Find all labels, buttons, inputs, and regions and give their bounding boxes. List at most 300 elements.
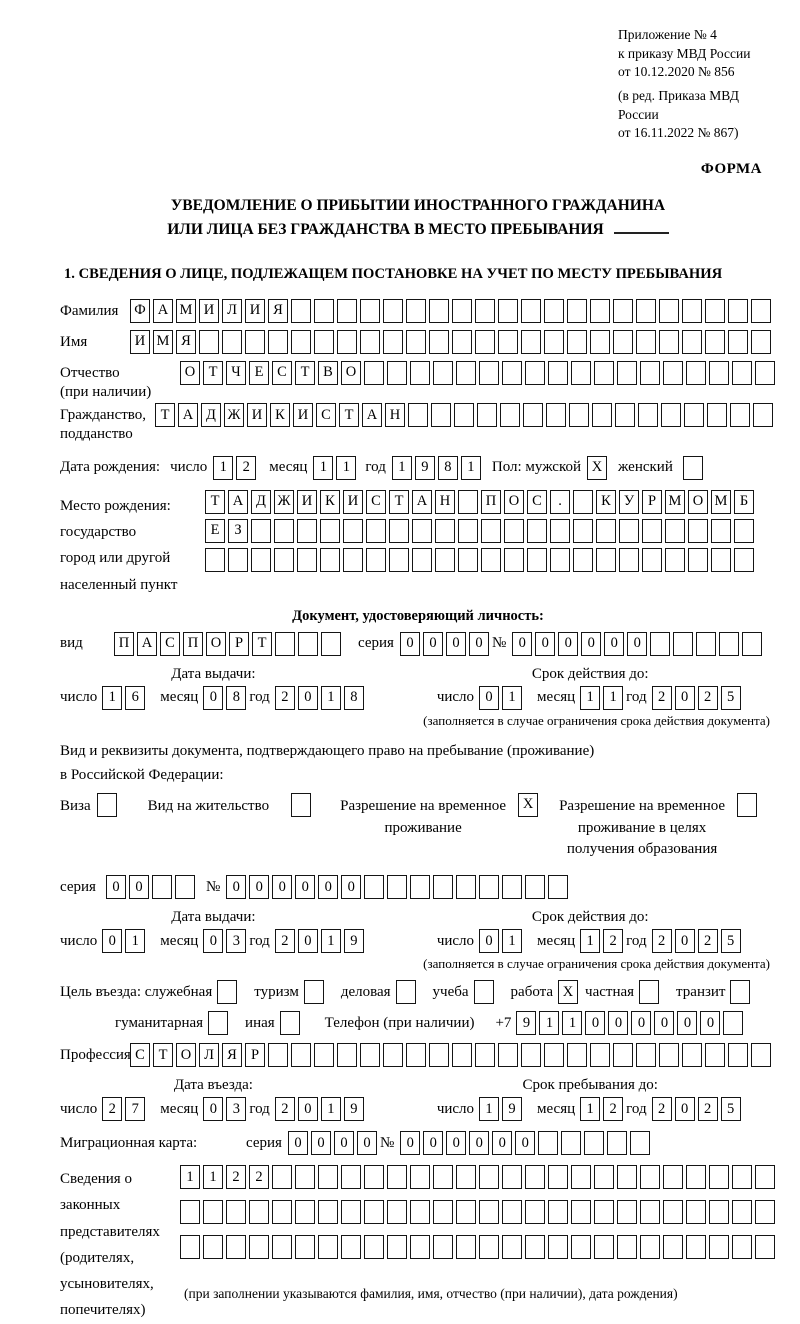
char-box[interactable]: 0 [604, 632, 624, 656]
char-box[interactable]: Т [389, 490, 409, 514]
char-box[interactable] [275, 632, 295, 656]
char-box[interactable] [297, 519, 317, 543]
char-box[interactable]: И [130, 330, 150, 354]
char-box[interactable]: 0 [298, 929, 318, 953]
char-box[interactable]: 0 [585, 1011, 605, 1035]
char-box[interactable]: С [366, 490, 386, 514]
char-box[interactable] [343, 519, 363, 543]
char-box[interactable] [567, 1043, 587, 1067]
char-box[interactable] [730, 980, 750, 1004]
char-box[interactable]: 0 [675, 929, 695, 953]
char-box[interactable]: 1 [125, 929, 145, 953]
char-box[interactable]: 5 [721, 929, 741, 953]
char-box[interactable] [728, 330, 748, 354]
char-box[interactable] [433, 1235, 453, 1259]
char-box[interactable]: 8 [226, 686, 246, 710]
char-box[interactable] [337, 330, 357, 354]
char-box[interactable]: 1 [502, 929, 522, 953]
char-box[interactable] [498, 330, 518, 354]
char-box[interactable]: 1 [479, 1097, 499, 1121]
char-box[interactable]: К [320, 490, 340, 514]
char-box[interactable]: С [160, 632, 180, 656]
char-box[interactable]: 1 [502, 686, 522, 710]
char-box[interactable] [663, 361, 683, 385]
char-box[interactable]: 1 [313, 456, 333, 480]
char-box[interactable] [751, 330, 771, 354]
char-box[interactable]: . [550, 490, 570, 514]
char-box[interactable] [640, 1165, 660, 1189]
char-box[interactable] [479, 361, 499, 385]
char-box[interactable] [298, 632, 318, 656]
char-box[interactable] [571, 1235, 591, 1259]
char-box[interactable] [613, 1043, 633, 1067]
char-box[interactable]: 0 [203, 1097, 223, 1121]
char-box[interactable] [500, 403, 520, 427]
char-box[interactable] [663, 1165, 683, 1189]
char-box[interactable] [341, 1200, 361, 1224]
char-box[interactable] [389, 548, 409, 572]
char-box[interactable]: 0 [203, 929, 223, 953]
char-box[interactable]: Е [205, 519, 225, 543]
char-box[interactable]: Р [642, 490, 662, 514]
char-box[interactable] [696, 632, 716, 656]
char-box[interactable] [199, 330, 219, 354]
char-box[interactable]: Т [339, 403, 359, 427]
char-box[interactable] [314, 1043, 334, 1067]
char-box[interactable] [663, 1200, 683, 1224]
char-box[interactable]: М [711, 490, 731, 514]
char-box[interactable]: 0 [446, 1131, 466, 1155]
char-box[interactable]: 0 [675, 1097, 695, 1121]
char-box[interactable]: А [137, 632, 157, 656]
char-box[interactable] [456, 361, 476, 385]
char-box[interactable] [732, 1235, 752, 1259]
char-box[interactable]: 0 [654, 1011, 674, 1035]
char-box[interactable] [410, 1165, 430, 1189]
char-box[interactable]: 0 [129, 875, 149, 899]
char-box[interactable] [642, 548, 662, 572]
char-box[interactable] [412, 548, 432, 572]
char-box[interactable]: 1 [102, 686, 122, 710]
char-box[interactable] [245, 330, 265, 354]
char-box[interactable]: 3 [226, 1097, 246, 1121]
char-box[interactable] [360, 330, 380, 354]
char-box[interactable] [711, 548, 731, 572]
char-box[interactable] [673, 632, 693, 656]
char-box[interactable] [454, 403, 474, 427]
char-box[interactable]: О [688, 490, 708, 514]
char-box[interactable] [642, 519, 662, 543]
char-box[interactable] [663, 1235, 683, 1259]
char-box[interactable]: 0 [535, 632, 555, 656]
char-box[interactable]: У [619, 490, 639, 514]
char-box[interactable] [452, 1043, 472, 1067]
char-box[interactable] [433, 1200, 453, 1224]
char-box[interactable] [387, 1200, 407, 1224]
char-box[interactable] [406, 330, 426, 354]
char-box[interactable] [249, 1200, 269, 1224]
char-box[interactable] [755, 1200, 775, 1224]
char-box[interactable]: 1 [580, 1097, 600, 1121]
char-box[interactable]: 2 [698, 929, 718, 953]
char-box[interactable]: 2 [698, 1097, 718, 1121]
char-box[interactable] [709, 1165, 729, 1189]
char-box[interactable] [571, 1200, 591, 1224]
char-box[interactable]: 1 [213, 456, 233, 480]
char-box[interactable] [682, 330, 702, 354]
char-box[interactable] [320, 519, 340, 543]
char-box[interactable]: X [587, 456, 607, 480]
char-box[interactable] [571, 361, 591, 385]
char-box[interactable] [475, 299, 495, 323]
char-box[interactable]: 5 [721, 686, 741, 710]
char-box[interactable] [387, 361, 407, 385]
char-box[interactable] [291, 793, 311, 817]
char-box[interactable] [732, 1165, 752, 1189]
char-box[interactable] [217, 980, 237, 1004]
char-box[interactable] [650, 632, 670, 656]
char-box[interactable] [728, 1043, 748, 1067]
char-box[interactable]: 2 [698, 686, 718, 710]
char-box[interactable]: X [518, 793, 538, 817]
char-box[interactable] [295, 1165, 315, 1189]
char-box[interactable] [456, 1165, 476, 1189]
char-box[interactable] [546, 403, 566, 427]
char-box[interactable] [544, 1043, 564, 1067]
char-box[interactable] [525, 875, 545, 899]
char-box[interactable] [659, 330, 679, 354]
char-box[interactable]: 0 [469, 632, 489, 656]
char-box[interactable]: 0 [512, 632, 532, 656]
char-box[interactable] [640, 1235, 660, 1259]
char-box[interactable] [544, 330, 564, 354]
char-box[interactable] [730, 403, 750, 427]
char-box[interactable]: 1 [580, 686, 600, 710]
char-box[interactable] [561, 1131, 581, 1155]
char-box[interactable] [366, 548, 386, 572]
char-box[interactable] [613, 299, 633, 323]
char-box[interactable]: Я [176, 330, 196, 354]
char-box[interactable] [479, 1165, 499, 1189]
char-box[interactable] [97, 793, 117, 817]
char-box[interactable]: Р [245, 1043, 265, 1067]
char-box[interactable]: 0 [608, 1011, 628, 1035]
char-box[interactable]: 9 [344, 929, 364, 953]
char-box[interactable]: 9 [415, 456, 435, 480]
char-box[interactable] [410, 1200, 430, 1224]
char-box[interactable] [734, 548, 754, 572]
char-box[interactable] [684, 403, 704, 427]
char-box[interactable]: Т [203, 361, 223, 385]
char-box[interactable] [396, 980, 416, 1004]
char-box[interactable]: С [130, 1043, 150, 1067]
char-box[interactable] [640, 361, 660, 385]
char-box[interactable]: 3 [226, 929, 246, 953]
char-box[interactable]: Л [222, 299, 242, 323]
char-box[interactable] [504, 548, 524, 572]
char-box[interactable]: И [247, 403, 267, 427]
char-box[interactable]: 0 [400, 632, 420, 656]
char-box[interactable]: З [228, 519, 248, 543]
char-box[interactable] [205, 548, 225, 572]
char-box[interactable] [636, 299, 656, 323]
char-box[interactable] [366, 519, 386, 543]
char-box[interactable] [318, 1235, 338, 1259]
char-box[interactable] [525, 1165, 545, 1189]
char-box[interactable] [406, 299, 426, 323]
char-box[interactable] [295, 1235, 315, 1259]
char-box[interactable]: Ч [226, 361, 246, 385]
char-box[interactable]: 8 [438, 456, 458, 480]
char-box[interactable] [452, 330, 472, 354]
char-box[interactable] [592, 403, 612, 427]
char-box[interactable]: Ж [224, 403, 244, 427]
char-box[interactable] [683, 456, 703, 480]
char-box[interactable]: 1 [321, 1097, 341, 1121]
char-box[interactable] [525, 1200, 545, 1224]
char-box[interactable] [504, 519, 524, 543]
char-box[interactable] [452, 299, 472, 323]
char-box[interactable] [295, 1200, 315, 1224]
char-box[interactable]: А [412, 490, 432, 514]
char-box[interactable] [573, 490, 593, 514]
char-box[interactable] [594, 1235, 614, 1259]
char-box[interactable] [705, 299, 725, 323]
char-box[interactable]: 2 [652, 686, 672, 710]
char-box[interactable]: 9 [516, 1011, 536, 1035]
char-box[interactable] [613, 330, 633, 354]
char-box[interactable]: 0 [492, 1131, 512, 1155]
char-box[interactable] [251, 548, 271, 572]
char-box[interactable] [458, 519, 478, 543]
char-box[interactable] [274, 548, 294, 572]
char-box[interactable]: 1 [203, 1165, 223, 1189]
char-box[interactable]: Я [222, 1043, 242, 1067]
char-box[interactable] [548, 1200, 568, 1224]
char-box[interactable]: О [176, 1043, 196, 1067]
char-box[interactable] [291, 330, 311, 354]
char-box[interactable]: 0 [400, 1131, 420, 1155]
char-box[interactable] [360, 299, 380, 323]
char-box[interactable] [314, 299, 334, 323]
char-box[interactable]: И [293, 403, 313, 427]
char-box[interactable] [686, 1235, 706, 1259]
char-box[interactable]: 2 [275, 1097, 295, 1121]
char-box[interactable]: Я [268, 299, 288, 323]
char-box[interactable]: 0 [102, 929, 122, 953]
char-box[interactable]: О [180, 361, 200, 385]
char-box[interactable] [751, 299, 771, 323]
char-box[interactable]: П [114, 632, 134, 656]
char-box[interactable] [734, 519, 754, 543]
char-box[interactable] [594, 1165, 614, 1189]
char-box[interactable] [412, 519, 432, 543]
char-box[interactable] [180, 1235, 200, 1259]
char-box[interactable] [272, 1165, 292, 1189]
char-box[interactable] [548, 1235, 568, 1259]
char-box[interactable] [571, 1165, 591, 1189]
char-box[interactable] [474, 980, 494, 1004]
char-box[interactable] [544, 299, 564, 323]
char-box[interactable] [617, 1200, 637, 1224]
char-box[interactable]: 0 [334, 1131, 354, 1155]
char-box[interactable]: С [527, 490, 547, 514]
char-box[interactable] [383, 1043, 403, 1067]
char-box[interactable] [527, 519, 547, 543]
char-box[interactable] [268, 1043, 288, 1067]
char-box[interactable] [272, 1200, 292, 1224]
char-box[interactable] [755, 1235, 775, 1259]
char-box[interactable]: 0 [423, 632, 443, 656]
char-box[interactable]: 2 [236, 456, 256, 480]
char-box[interactable] [479, 1200, 499, 1224]
char-box[interactable] [596, 519, 616, 543]
char-box[interactable] [709, 361, 729, 385]
char-box[interactable] [222, 330, 242, 354]
char-box[interactable] [203, 1200, 223, 1224]
char-box[interactable] [711, 519, 731, 543]
char-box[interactable] [429, 299, 449, 323]
char-box[interactable] [280, 1011, 300, 1035]
char-box[interactable]: И [343, 490, 363, 514]
char-box[interactable] [431, 403, 451, 427]
char-box[interactable] [479, 1235, 499, 1259]
char-box[interactable] [364, 361, 384, 385]
char-box[interactable] [481, 548, 501, 572]
char-box[interactable]: Т [153, 1043, 173, 1067]
char-box[interactable] [569, 403, 589, 427]
char-box[interactable] [383, 330, 403, 354]
char-box[interactable]: Т [205, 490, 225, 514]
char-box[interactable] [755, 361, 775, 385]
char-box[interactable] [573, 519, 593, 543]
char-box[interactable] [458, 548, 478, 572]
char-box[interactable] [659, 1043, 679, 1067]
char-box[interactable] [152, 875, 172, 899]
char-box[interactable]: Н [385, 403, 405, 427]
char-box[interactable] [525, 361, 545, 385]
char-box[interactable] [538, 1131, 558, 1155]
char-box[interactable] [636, 330, 656, 354]
char-box[interactable] [208, 1011, 228, 1035]
char-box[interactable] [707, 403, 727, 427]
char-box[interactable]: Н [435, 490, 455, 514]
char-box[interactable]: О [341, 361, 361, 385]
char-box[interactable]: 1 [539, 1011, 559, 1035]
char-box[interactable]: К [270, 403, 290, 427]
char-box[interactable]: Ж [274, 490, 294, 514]
char-box[interactable] [688, 519, 708, 543]
char-box[interactable]: М [176, 299, 196, 323]
char-box[interactable]: 0 [226, 875, 246, 899]
char-box[interactable] [550, 548, 570, 572]
char-box[interactable] [456, 875, 476, 899]
char-box[interactable] [705, 1043, 725, 1067]
char-box[interactable]: В [318, 361, 338, 385]
char-box[interactable] [636, 1043, 656, 1067]
char-box[interactable]: 1 [461, 456, 481, 480]
char-box[interactable] [389, 519, 409, 543]
char-box[interactable] [548, 875, 568, 899]
char-box[interactable]: Б [734, 490, 754, 514]
char-box[interactable] [268, 330, 288, 354]
char-box[interactable] [682, 299, 702, 323]
char-box[interactable] [435, 548, 455, 572]
char-box[interactable]: А [178, 403, 198, 427]
char-box[interactable]: П [481, 490, 501, 514]
char-box[interactable] [433, 875, 453, 899]
char-box[interactable]: 0 [469, 1131, 489, 1155]
char-box[interactable] [479, 875, 499, 899]
char-box[interactable]: 0 [298, 686, 318, 710]
char-box[interactable] [567, 330, 587, 354]
char-box[interactable]: П [183, 632, 203, 656]
char-box[interactable] [640, 1200, 660, 1224]
char-box[interactable] [550, 519, 570, 543]
char-box[interactable]: 0 [631, 1011, 651, 1035]
char-box[interactable] [525, 1235, 545, 1259]
char-box[interactable] [456, 1235, 476, 1259]
char-box[interactable] [590, 330, 610, 354]
char-box[interactable]: 0 [298, 1097, 318, 1121]
char-box[interactable] [686, 1165, 706, 1189]
char-box[interactable] [665, 548, 685, 572]
char-box[interactable] [498, 299, 518, 323]
char-box[interactable] [360, 1043, 380, 1067]
char-box[interactable]: X [558, 980, 578, 1004]
char-box[interactable]: 0 [106, 875, 126, 899]
char-box[interactable]: А [153, 299, 173, 323]
char-box[interactable] [688, 548, 708, 572]
char-box[interactable] [456, 1200, 476, 1224]
char-box[interactable] [630, 1131, 650, 1155]
char-box[interactable]: 1 [180, 1165, 200, 1189]
char-box[interactable]: 2 [603, 1097, 623, 1121]
char-box[interactable]: 0 [700, 1011, 720, 1035]
char-box[interactable]: Д [251, 490, 271, 514]
char-box[interactable] [387, 875, 407, 899]
char-box[interactable] [728, 299, 748, 323]
char-box[interactable] [387, 1165, 407, 1189]
char-box[interactable]: 6 [125, 686, 145, 710]
char-box[interactable]: С [316, 403, 336, 427]
char-box[interactable] [755, 1165, 775, 1189]
char-box[interactable]: 9 [344, 1097, 364, 1121]
char-box[interactable] [617, 1235, 637, 1259]
char-box[interactable]: Е [249, 361, 269, 385]
char-box[interactable]: 2 [603, 929, 623, 953]
char-box[interactable]: М [665, 490, 685, 514]
char-box[interactable]: 0 [675, 686, 695, 710]
char-box[interactable] [337, 299, 357, 323]
char-box[interactable]: М [153, 330, 173, 354]
char-box[interactable] [686, 361, 706, 385]
char-box[interactable]: Т [155, 403, 175, 427]
char-box[interactable]: И [199, 299, 219, 323]
char-box[interactable] [705, 330, 725, 354]
char-box[interactable] [475, 330, 495, 354]
char-box[interactable] [521, 330, 541, 354]
char-box[interactable] [502, 361, 522, 385]
char-box[interactable]: О [206, 632, 226, 656]
char-box[interactable] [594, 361, 614, 385]
char-box[interactable] [590, 1043, 610, 1067]
char-box[interactable] [337, 1043, 357, 1067]
char-box[interactable] [594, 1200, 614, 1224]
char-box[interactable] [481, 519, 501, 543]
char-box[interactable] [297, 548, 317, 572]
char-box[interactable]: 1 [321, 686, 341, 710]
